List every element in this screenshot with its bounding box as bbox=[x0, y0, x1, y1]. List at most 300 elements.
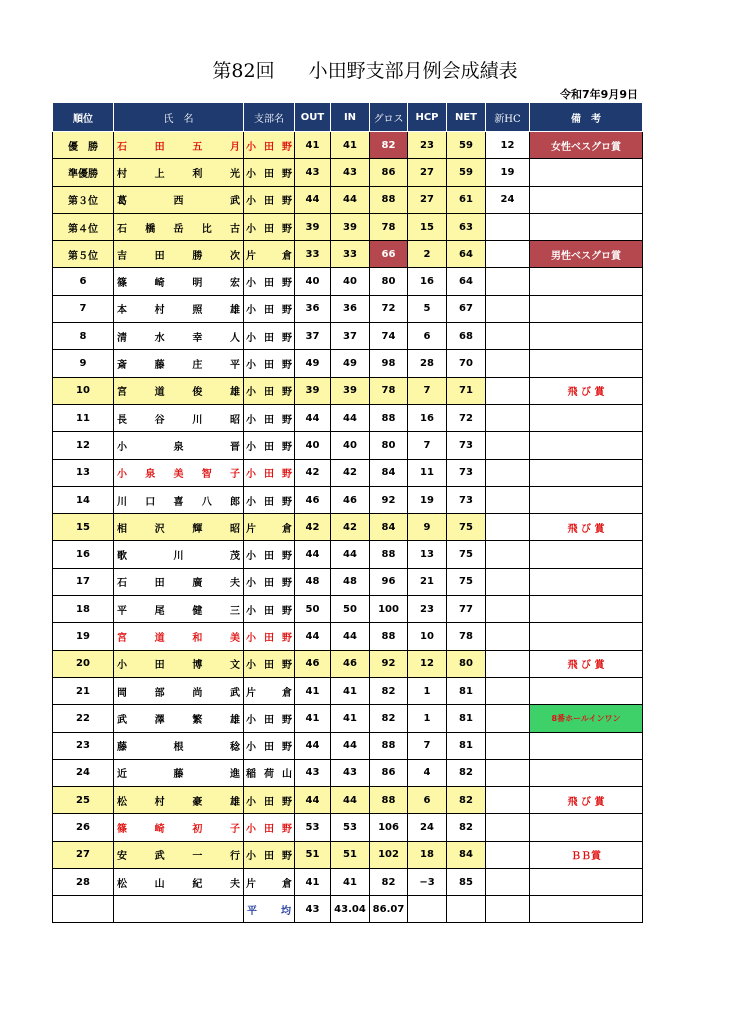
cell-branch: 小田野 bbox=[244, 377, 295, 404]
avg-out: 43 bbox=[295, 896, 331, 923]
avg-in: 43.04 bbox=[331, 896, 370, 923]
cell-branch: 小田野 bbox=[244, 814, 295, 841]
table-row bbox=[53, 295, 643, 322]
cell-in: 41 bbox=[331, 132, 370, 159]
cell-out: 44 bbox=[295, 623, 331, 650]
cell-in: 53 bbox=[331, 814, 370, 841]
cell-out: 42 bbox=[295, 514, 331, 541]
cell-note: 飛 び 賞 bbox=[530, 377, 643, 404]
cell-in: 43 bbox=[331, 759, 370, 786]
cell-newhc bbox=[486, 705, 530, 732]
cell-out: 53 bbox=[295, 814, 331, 841]
cell-branch: 小田野 bbox=[244, 486, 295, 513]
cell-in: 46 bbox=[331, 650, 370, 677]
cell-newhc bbox=[486, 459, 530, 486]
cell-net: 59 bbox=[447, 159, 486, 186]
cell-note bbox=[530, 323, 643, 350]
cell-newhc: 19 bbox=[486, 159, 530, 186]
avg-empty-newhc bbox=[486, 896, 530, 923]
cell-hcp: 23 bbox=[408, 596, 447, 623]
cell-hcp: 7 bbox=[408, 377, 447, 404]
cell-hcp: 16 bbox=[408, 268, 447, 295]
cell-rank: 準優勝 bbox=[53, 159, 114, 186]
date-label: 令和7年9月9日 bbox=[560, 88, 638, 101]
cell-out: 44 bbox=[295, 404, 331, 431]
cell-hcp: 4 bbox=[408, 759, 447, 786]
cell-branch: 片倉 bbox=[244, 514, 295, 541]
table-row bbox=[53, 377, 643, 404]
cell-net: 84 bbox=[447, 841, 486, 868]
cell-gross: 88 bbox=[370, 186, 408, 213]
cell-newhc: 12 bbox=[486, 132, 530, 159]
cell-branch: 小田野 bbox=[244, 404, 295, 431]
cell-newhc bbox=[486, 432, 530, 459]
cell-gross: 74 bbox=[370, 323, 408, 350]
cell-branch: 小田野 bbox=[244, 732, 295, 759]
cell-gross: 78 bbox=[370, 377, 408, 404]
cell-rank: 8 bbox=[53, 323, 114, 350]
cell-rank: 18 bbox=[53, 596, 114, 623]
table-row bbox=[53, 869, 643, 896]
cell-gross: 92 bbox=[370, 486, 408, 513]
cell-net: 61 bbox=[447, 186, 486, 213]
cell-note bbox=[530, 568, 643, 595]
cell-rank: 23 bbox=[53, 732, 114, 759]
cell-out: 42 bbox=[295, 459, 331, 486]
cell-net: 81 bbox=[447, 705, 486, 732]
cell-rank: 11 bbox=[53, 404, 114, 431]
cell-hcp: 6 bbox=[408, 323, 447, 350]
cell-out: 40 bbox=[295, 432, 331, 459]
cell-newhc bbox=[486, 732, 530, 759]
cell-hcp: 23 bbox=[408, 132, 447, 159]
avg-empty-name bbox=[114, 896, 244, 923]
header-gross: グロス bbox=[370, 103, 408, 132]
cell-net: 78 bbox=[447, 623, 486, 650]
cell-rank: 21 bbox=[53, 677, 114, 704]
table-row bbox=[53, 759, 643, 786]
cell-net: 68 bbox=[447, 323, 486, 350]
cell-hcp: 7 bbox=[408, 432, 447, 459]
cell-branch: 小田野 bbox=[244, 541, 295, 568]
cell-note: ＢＢ賞 bbox=[530, 841, 643, 868]
cell-newhc bbox=[486, 486, 530, 513]
cell-newhc bbox=[486, 268, 530, 295]
cell-note: 女性ベスグロ賞 bbox=[530, 132, 643, 159]
cell-gross: 86 bbox=[370, 759, 408, 786]
cell-branch: 小田野 bbox=[244, 295, 295, 322]
cell-name: 長谷川昭 bbox=[114, 404, 244, 431]
cell-in: 44 bbox=[331, 623, 370, 650]
cell-out: 50 bbox=[295, 596, 331, 623]
cell-in: 33 bbox=[331, 241, 370, 268]
cell-name: 藤根稔 bbox=[114, 732, 244, 759]
cell-note bbox=[530, 732, 643, 759]
cell-out: 46 bbox=[295, 650, 331, 677]
cell-net: 82 bbox=[447, 814, 486, 841]
cell-gross: 100 bbox=[370, 596, 408, 623]
cell-in: 46 bbox=[331, 486, 370, 513]
table-row bbox=[53, 514, 643, 541]
cell-gross: 88 bbox=[370, 623, 408, 650]
cell-name: 武澤繁雄 bbox=[114, 705, 244, 732]
cell-note bbox=[530, 677, 643, 704]
table-row bbox=[53, 486, 643, 513]
table-row bbox=[53, 323, 643, 350]
cell-newhc bbox=[486, 377, 530, 404]
cell-branch: 小田野 bbox=[244, 213, 295, 240]
cell-name: 近藤進 bbox=[114, 759, 244, 786]
cell-note bbox=[530, 268, 643, 295]
cell-gross: 82 bbox=[370, 132, 408, 159]
cell-hcp: 9 bbox=[408, 514, 447, 541]
cell-note bbox=[530, 159, 643, 186]
cell-rank: 7 bbox=[53, 295, 114, 322]
cell-net: 73 bbox=[447, 459, 486, 486]
table-row bbox=[53, 186, 643, 213]
cell-branch: 片倉 bbox=[244, 241, 295, 268]
cell-note bbox=[530, 459, 643, 486]
table-row bbox=[53, 213, 643, 240]
cell-name: 石橋岳比古 bbox=[114, 213, 244, 240]
cell-in: 44 bbox=[331, 732, 370, 759]
cell-in: 44 bbox=[331, 541, 370, 568]
cell-gross: 88 bbox=[370, 732, 408, 759]
cell-out: 41 bbox=[295, 705, 331, 732]
cell-name: 小泉美智子 bbox=[114, 459, 244, 486]
cell-branch: 小田野 bbox=[244, 350, 295, 377]
cell-hcp: 21 bbox=[408, 568, 447, 595]
cell-out: 48 bbox=[295, 568, 331, 595]
cell-out: 44 bbox=[295, 541, 331, 568]
cell-gross: 92 bbox=[370, 650, 408, 677]
cell-hcp: 6 bbox=[408, 787, 447, 814]
table-row bbox=[53, 432, 643, 459]
cell-net: 82 bbox=[447, 787, 486, 814]
cell-name: 村上利光 bbox=[114, 159, 244, 186]
cell-out: 51 bbox=[295, 841, 331, 868]
cell-rank: 22 bbox=[53, 705, 114, 732]
cell-hcp: 2 bbox=[408, 241, 447, 268]
cell-name: 本村照雄 bbox=[114, 295, 244, 322]
cell-name: 石田廣夫 bbox=[114, 568, 244, 595]
cell-name: 葛西武 bbox=[114, 186, 244, 213]
cell-in: 40 bbox=[331, 268, 370, 295]
table-row bbox=[53, 787, 643, 814]
avg-label: 平均 bbox=[244, 896, 295, 923]
cell-in: 41 bbox=[331, 705, 370, 732]
cell-in: 44 bbox=[331, 186, 370, 213]
cell-in: 42 bbox=[331, 514, 370, 541]
cell-branch: 小田野 bbox=[244, 787, 295, 814]
cell-gross: 78 bbox=[370, 213, 408, 240]
cell-rank: 第３位 bbox=[53, 186, 114, 213]
cell-rank: 17 bbox=[53, 568, 114, 595]
cell-hcp: 18 bbox=[408, 841, 447, 868]
cell-name: 小田博文 bbox=[114, 650, 244, 677]
table-row bbox=[53, 159, 643, 186]
cell-name: 斎藤庄平 bbox=[114, 350, 244, 377]
cell-note bbox=[530, 623, 643, 650]
cell-rank: 24 bbox=[53, 759, 114, 786]
cell-branch: 小田野 bbox=[244, 268, 295, 295]
cell-note bbox=[530, 486, 643, 513]
title-number: 第82回 bbox=[212, 60, 275, 82]
page-title bbox=[0, 56, 730, 83]
cell-net: 81 bbox=[447, 732, 486, 759]
header-hcp: HCP bbox=[408, 103, 447, 132]
cell-name: 松山紀夫 bbox=[114, 869, 244, 896]
cell-name: 石田五月 bbox=[114, 132, 244, 159]
title-name: 小田野支部月例会成績表 bbox=[308, 60, 518, 82]
cell-gross: 80 bbox=[370, 268, 408, 295]
cell-hcp: 15 bbox=[408, 213, 447, 240]
cell-name: 平尾健三 bbox=[114, 596, 244, 623]
cell-in: 51 bbox=[331, 841, 370, 868]
cell-net: 64 bbox=[447, 268, 486, 295]
cell-note: 飛 び 賞 bbox=[530, 787, 643, 814]
avg-empty-hcp bbox=[408, 896, 447, 923]
avg-gross: 86.07 bbox=[370, 896, 408, 923]
table-row bbox=[53, 568, 643, 595]
cell-gross: 82 bbox=[370, 869, 408, 896]
cell-in: 39 bbox=[331, 213, 370, 240]
cell-rank: 27 bbox=[53, 841, 114, 868]
table-row bbox=[53, 841, 643, 868]
cell-out: 36 bbox=[295, 295, 331, 322]
cell-rank: 28 bbox=[53, 869, 114, 896]
cell-hcp: 10 bbox=[408, 623, 447, 650]
cell-name: 安武一行 bbox=[114, 841, 244, 868]
cell-newhc bbox=[486, 869, 530, 896]
results-table bbox=[52, 102, 643, 923]
header-name: 氏 名 bbox=[114, 103, 244, 132]
table-row bbox=[53, 132, 643, 159]
cell-rank: 優 勝 bbox=[53, 132, 114, 159]
cell-hcp: 28 bbox=[408, 350, 447, 377]
cell-note bbox=[530, 350, 643, 377]
cell-note: 男性ベスグロ賞 bbox=[530, 241, 643, 268]
cell-gross: 84 bbox=[370, 514, 408, 541]
table-row bbox=[53, 241, 643, 268]
cell-out: 46 bbox=[295, 486, 331, 513]
cell-out: 41 bbox=[295, 132, 331, 159]
header-in: IN bbox=[331, 103, 370, 132]
cell-name: 小泉晋 bbox=[114, 432, 244, 459]
cell-branch: 小田野 bbox=[244, 323, 295, 350]
cell-name: 清水幸人 bbox=[114, 323, 244, 350]
cell-net: 73 bbox=[447, 486, 486, 513]
table-row bbox=[53, 732, 643, 759]
cell-newhc bbox=[486, 241, 530, 268]
cell-rank: 第４位 bbox=[53, 213, 114, 240]
cell-name: 岡部尚武 bbox=[114, 677, 244, 704]
cell-newhc bbox=[486, 541, 530, 568]
cell-name: 歌川茂 bbox=[114, 541, 244, 568]
cell-name: 吉田勝次 bbox=[114, 241, 244, 268]
cell-net: 81 bbox=[447, 677, 486, 704]
cell-rank: 10 bbox=[53, 377, 114, 404]
avg-empty-net bbox=[447, 896, 486, 923]
cell-hcp: 16 bbox=[408, 404, 447, 431]
table-row bbox=[53, 268, 643, 295]
cell-branch: 片倉 bbox=[244, 677, 295, 704]
table-row bbox=[53, 650, 643, 677]
cell-out: 33 bbox=[295, 241, 331, 268]
table-row bbox=[53, 350, 643, 377]
cell-note: 飛 び 賞 bbox=[530, 650, 643, 677]
cell-net: 73 bbox=[447, 432, 486, 459]
cell-gross: 88 bbox=[370, 787, 408, 814]
cell-in: 42 bbox=[331, 459, 370, 486]
header-branch: 支部名 bbox=[244, 103, 295, 132]
cell-hcp: 5 bbox=[408, 295, 447, 322]
cell-rank: 9 bbox=[53, 350, 114, 377]
cell-net: 63 bbox=[447, 213, 486, 240]
cell-note bbox=[530, 213, 643, 240]
cell-note: 8番ホールインワン bbox=[530, 705, 643, 732]
cell-net: 75 bbox=[447, 514, 486, 541]
cell-out: 44 bbox=[295, 186, 331, 213]
cell-rank: 16 bbox=[53, 541, 114, 568]
cell-hcp: 1 bbox=[408, 677, 447, 704]
cell-out: 44 bbox=[295, 787, 331, 814]
cell-name: 篠崎明宏 bbox=[114, 268, 244, 295]
cell-in: 44 bbox=[331, 787, 370, 814]
cell-name: 宮道和美 bbox=[114, 623, 244, 650]
cell-net: 75 bbox=[447, 568, 486, 595]
table-row bbox=[53, 459, 643, 486]
cell-name: 相沢輝昭 bbox=[114, 514, 244, 541]
cell-newhc bbox=[486, 759, 530, 786]
cell-rank: 13 bbox=[53, 459, 114, 486]
cell-note bbox=[530, 541, 643, 568]
cell-newhc bbox=[486, 323, 530, 350]
cell-branch: 小田野 bbox=[244, 186, 295, 213]
cell-hcp: 11 bbox=[408, 459, 447, 486]
table-row bbox=[53, 541, 643, 568]
table-row bbox=[53, 596, 643, 623]
cell-gross: 82 bbox=[370, 677, 408, 704]
cell-rank: 第５位 bbox=[53, 241, 114, 268]
cell-net: 85 bbox=[447, 869, 486, 896]
cell-out: 39 bbox=[295, 213, 331, 240]
header-rank: 順位 bbox=[53, 103, 114, 132]
cell-out: 41 bbox=[295, 677, 331, 704]
cell-rank: 20 bbox=[53, 650, 114, 677]
table-row bbox=[53, 677, 643, 704]
cell-newhc bbox=[486, 295, 530, 322]
cell-note bbox=[530, 432, 643, 459]
cell-rank: 12 bbox=[53, 432, 114, 459]
cell-newhc bbox=[486, 514, 530, 541]
cell-gross: 80 bbox=[370, 432, 408, 459]
cell-branch: 小田野 bbox=[244, 459, 295, 486]
cell-in: 48 bbox=[331, 568, 370, 595]
cell-hcp: 7 bbox=[408, 732, 447, 759]
cell-newhc bbox=[486, 841, 530, 868]
cell-hcp: 27 bbox=[408, 186, 447, 213]
cell-hcp: 19 bbox=[408, 486, 447, 513]
cell-branch: 小田野 bbox=[244, 705, 295, 732]
cell-newhc bbox=[486, 787, 530, 814]
cell-gross: 98 bbox=[370, 350, 408, 377]
cell-gross: 106 bbox=[370, 814, 408, 841]
cell-branch: 小田野 bbox=[244, 159, 295, 186]
cell-net: 70 bbox=[447, 350, 486, 377]
header-note: 備 考 bbox=[530, 103, 643, 132]
cell-net: 77 bbox=[447, 596, 486, 623]
cell-hcp: −3 bbox=[408, 869, 447, 896]
cell-newhc bbox=[486, 596, 530, 623]
cell-out: 37 bbox=[295, 323, 331, 350]
cell-name: 松村豪雄 bbox=[114, 787, 244, 814]
cell-rank: 26 bbox=[53, 814, 114, 841]
cell-rank: 6 bbox=[53, 268, 114, 295]
cell-gross: 102 bbox=[370, 841, 408, 868]
cell-branch: 小田野 bbox=[244, 568, 295, 595]
cell-note bbox=[530, 869, 643, 896]
cell-note bbox=[530, 295, 643, 322]
cell-in: 40 bbox=[331, 432, 370, 459]
cell-in: 50 bbox=[331, 596, 370, 623]
cell-note bbox=[530, 186, 643, 213]
cell-branch: 小田野 bbox=[244, 132, 295, 159]
cell-note bbox=[530, 759, 643, 786]
cell-in: 41 bbox=[331, 677, 370, 704]
cell-branch: 小田野 bbox=[244, 650, 295, 677]
cell-in: 43 bbox=[331, 159, 370, 186]
cell-net: 80 bbox=[447, 650, 486, 677]
cell-gross: 96 bbox=[370, 568, 408, 595]
table-row bbox=[53, 404, 643, 431]
cell-newhc bbox=[486, 650, 530, 677]
cell-net: 82 bbox=[447, 759, 486, 786]
cell-hcp: 24 bbox=[408, 814, 447, 841]
cell-gross: 88 bbox=[370, 541, 408, 568]
cell-in: 44 bbox=[331, 404, 370, 431]
cell-net: 59 bbox=[447, 132, 486, 159]
cell-net: 64 bbox=[447, 241, 486, 268]
cell-newhc bbox=[486, 350, 530, 377]
cell-in: 36 bbox=[331, 295, 370, 322]
cell-gross: 84 bbox=[370, 459, 408, 486]
cell-hcp: 27 bbox=[408, 159, 447, 186]
cell-branch: 小田野 bbox=[244, 623, 295, 650]
cell-branch: 片倉 bbox=[244, 869, 295, 896]
cell-gross: 66 bbox=[370, 241, 408, 268]
cell-hcp: 13 bbox=[408, 541, 447, 568]
cell-gross: 86 bbox=[370, 159, 408, 186]
cell-newhc bbox=[486, 568, 530, 595]
cell-newhc bbox=[486, 623, 530, 650]
cell-name: 川口喜八郎 bbox=[114, 486, 244, 513]
header-out: OUT bbox=[295, 103, 331, 132]
cell-net: 67 bbox=[447, 295, 486, 322]
cell-gross: 88 bbox=[370, 404, 408, 431]
cell-branch: 稲荷山 bbox=[244, 759, 295, 786]
cell-newhc bbox=[486, 213, 530, 240]
cell-rank: 14 bbox=[53, 486, 114, 513]
cell-newhc bbox=[486, 814, 530, 841]
cell-net: 72 bbox=[447, 404, 486, 431]
cell-rank: 19 bbox=[53, 623, 114, 650]
cell-name: 宮道俊雄 bbox=[114, 377, 244, 404]
cell-hcp: 1 bbox=[408, 705, 447, 732]
cell-out: 49 bbox=[295, 350, 331, 377]
average-row bbox=[53, 896, 643, 923]
cell-branch: 小田野 bbox=[244, 432, 295, 459]
